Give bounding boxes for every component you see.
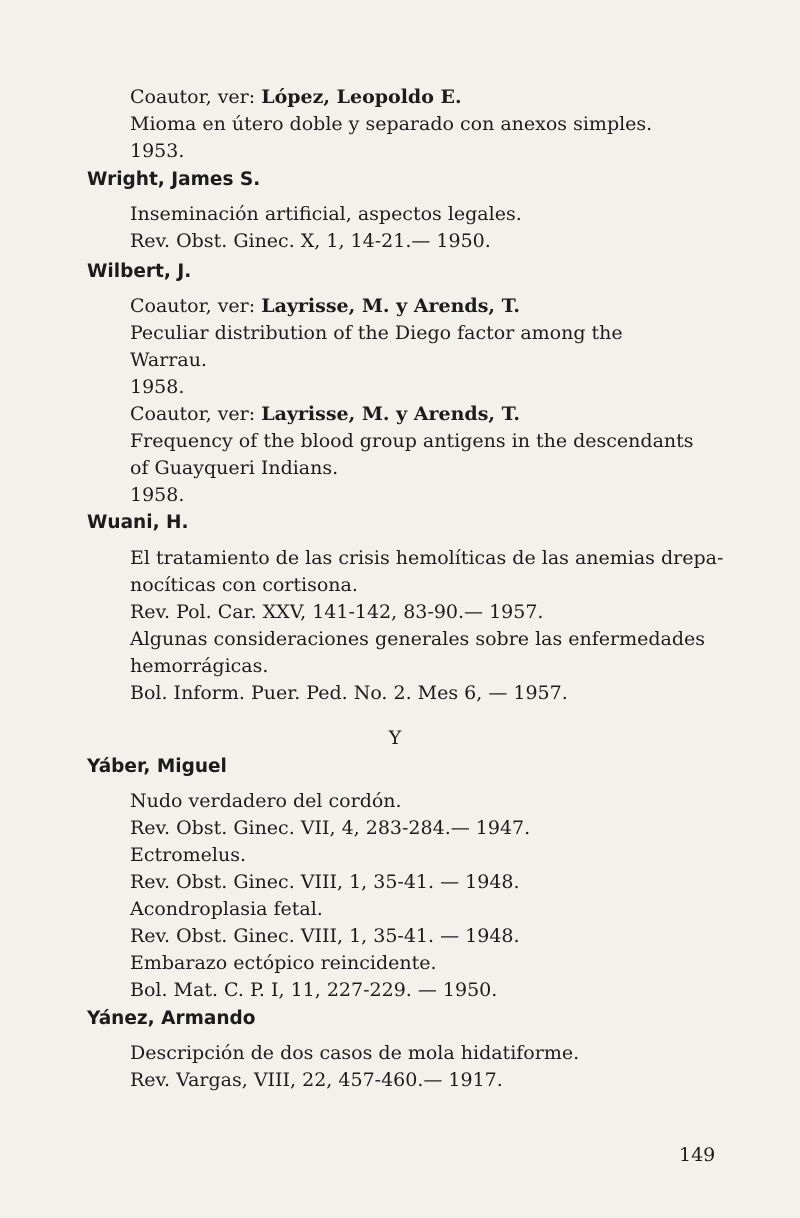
entry-title: Warrau.	[130, 349, 207, 371]
entry-citation: Bol. Mat. C. P. I, 11, 227-229. — 1950.	[130, 979, 498, 1001]
section-letter: Y	[388, 727, 402, 749]
author-heading: Yáber, Miguel	[87, 756, 227, 777]
entry-title: Peculiar distribution of the Diego factor among the	[130, 322, 623, 344]
entry-year: 1958.	[130, 376, 185, 398]
entry-line	[130, 401, 520, 428]
page-number: 149	[679, 1144, 716, 1166]
entry-title: Embarazo ectópico reincidente.	[130, 952, 437, 974]
entry-title: Nudo verdadero del cordón.	[130, 790, 402, 812]
entry-citation: Bol. Inform. Puer. Ped. No. 2. Mes 6, — 1957.	[130, 682, 568, 704]
entry-year: 1958.	[130, 484, 185, 506]
entry-title: Frequency of the blood group antigens in the descendants	[130, 430, 694, 452]
entry-citation: Rev. Obst. Ginec. VIII, 1, 35-41. — 1948.	[130, 925, 520, 947]
entry-title: Inseminación artificial, aspectos legales.	[130, 203, 522, 225]
author-heading: Wright, James S.	[87, 169, 261, 190]
entry-citation: Rev. Obst. Ginec. VIII, 1, 35-41. — 1948.	[130, 871, 520, 893]
author-heading: Wilbert, J.	[87, 261, 192, 282]
see-also-prefix: Coautor, ver:	[130, 86, 262, 108]
entry-citation: Rev. Pol. Car. XXV, 141-142, 83-90.— 1957.	[130, 601, 544, 623]
coauthor-reference: Layrisse, M. y Arends, T.	[261, 403, 520, 425]
entry-title: Mioma en útero doble y separado con anexos simples.	[130, 113, 653, 135]
entry-title: hemorrágicas.	[130, 655, 269, 677]
entry-line	[130, 293, 520, 320]
entry-title: El tratamiento de las crisis hemolíticas de las anemias drepa-	[130, 547, 724, 569]
author-heading: Yánez, Armando	[87, 1008, 256, 1029]
entry-line	[130, 84, 462, 111]
entry-title: nocíticas con cortisona.	[130, 574, 358, 596]
entry-citation: Rev. Vargas, VIII, 22, 457-460.— 1917.	[130, 1069, 503, 1091]
author-heading: Wuani, H.	[87, 512, 189, 533]
entry-title: Algunas consideraciones generales sobre las enfermedades	[130, 628, 706, 650]
entry-title: of Guayqueri Indians.	[130, 457, 339, 479]
see-also-prefix: Coautor, ver:	[130, 295, 262, 317]
coauthor-reference: Layrisse, M. y Arends, T.	[261, 295, 520, 317]
entry-citation: Rev. Obst. Ginec. X, 1, 14-21.— 1950.	[130, 230, 491, 252]
coauthor-reference: López, Leopoldo E.	[261, 86, 462, 108]
entry-year: 1953.	[130, 140, 185, 162]
see-also-prefix: Coautor, ver:	[130, 403, 262, 425]
entry-title: Ectromelus.	[130, 844, 247, 866]
entry-citation: Rev. Obst. Ginec. VII, 4, 283-284.— 1947.	[130, 817, 531, 839]
entry-title: Acondroplasia fetal.	[130, 898, 323, 920]
entry-title: Descripción de dos casos de mola hidatiforme.	[130, 1042, 580, 1064]
